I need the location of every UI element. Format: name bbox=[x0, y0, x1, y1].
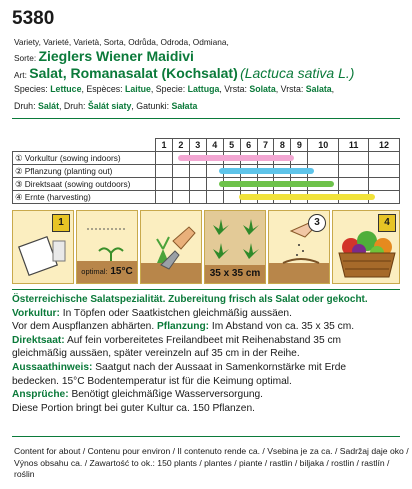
row-label bbox=[13, 191, 156, 204]
species-sep: , bbox=[331, 84, 335, 94]
species-fr: Laitue bbox=[125, 84, 151, 94]
species-row bbox=[14, 65, 354, 81]
druh-sk: Šalát siaty bbox=[87, 101, 132, 111]
calendar-row-direktsaat bbox=[13, 178, 400, 191]
calendar-row-pflanzung bbox=[13, 165, 400, 178]
month-3: 3 bbox=[189, 139, 206, 152]
row-label bbox=[13, 165, 156, 178]
species-sep: , Specie: bbox=[150, 84, 188, 94]
species-name: Salat, Romanasalat (Kochsalat) bbox=[29, 65, 238, 81]
month-6: 6 bbox=[240, 139, 257, 152]
row-desc: (sowing indoors) bbox=[59, 153, 121, 163]
row-number: ④ bbox=[15, 192, 23, 202]
divider bbox=[12, 436, 400, 437]
temperature-label bbox=[77, 266, 137, 277]
footer-line-2: Výnos obsahu ca. / Zawartość to ok.: 150 plants / plantes / piante / rastlin / biljaka / rostlin / rastlín / roślin bbox=[14, 457, 390, 479]
month-12: 12 bbox=[368, 139, 399, 152]
variety-languages: Variety, Varieté, Varietà, Sorta, Odrůda, Odroda, Odmiana, bbox=[14, 37, 229, 47]
month-1: 1 bbox=[156, 139, 173, 152]
month-9: 9 bbox=[291, 139, 308, 152]
calendar-header-row bbox=[13, 139, 400, 152]
species-hr: Salata bbox=[305, 84, 332, 94]
row-label bbox=[13, 152, 156, 165]
druh-sep: , Gatunki: bbox=[131, 101, 172, 111]
month-11: 11 bbox=[339, 139, 369, 152]
content-footer bbox=[14, 446, 412, 481]
pflanzung-line bbox=[12, 320, 400, 334]
month-2: 2 bbox=[172, 139, 189, 152]
species-sep: , Espèces: bbox=[81, 84, 126, 94]
footer-line-1: Content for about / Contenu pour environ / Il contenuto rende ca. / Vsebina je za ca. / Sadržaj daje oko / bbox=[14, 446, 409, 456]
divider bbox=[12, 118, 400, 119]
species-translations bbox=[14, 84, 334, 94]
temp-value: 15°C bbox=[110, 266, 133, 277]
divider bbox=[12, 289, 400, 290]
direktsaat-text: Auf fein vorbereitetes Freilandbeet mit Reihenabstand 35 cm bbox=[64, 334, 342, 346]
species-sep: , Vrsta: bbox=[219, 84, 250, 94]
temp-prefix: optimal: bbox=[81, 267, 108, 276]
druh-cs: Salát bbox=[37, 101, 59, 111]
species-sl: Solata bbox=[249, 84, 276, 94]
calendar-bar-direktsaat bbox=[219, 181, 335, 187]
direktsaat-heading: Direktsaat: bbox=[12, 334, 65, 346]
aussaat-line bbox=[12, 361, 400, 375]
spacing-label: 35 x 35 cm bbox=[209, 268, 261, 279]
row-number: ② bbox=[15, 166, 23, 176]
row-name: Pflanzung bbox=[24, 166, 62, 176]
month-10: 10 bbox=[308, 139, 339, 152]
hand-trowel-icon bbox=[141, 211, 202, 284]
druh-translations bbox=[14, 101, 197, 111]
portion-line: Diese Portion bringt bei guter Kultur ca. 150 Pflanzen. bbox=[12, 402, 255, 414]
aussaat-text: Saatgut nach der Aussaat in Samenkornstärke mit Erde bbox=[92, 361, 347, 373]
month-8: 8 bbox=[274, 139, 291, 152]
druh-sep: , Druh: bbox=[59, 101, 88, 111]
druh-prefix: Druh: bbox=[14, 101, 38, 111]
month-5: 5 bbox=[223, 139, 240, 152]
calendar-bar-vorkultur bbox=[178, 155, 294, 161]
latin-name: (Lactuca sativa L.) bbox=[240, 65, 355, 81]
panel-sowing-outdoors bbox=[268, 210, 330, 284]
row-desc: (planting out) bbox=[63, 166, 113, 176]
vorkultur-line bbox=[12, 307, 400, 321]
species-it: Lattuga bbox=[187, 84, 220, 94]
row-label bbox=[13, 178, 156, 191]
sorte-label: Sorte: bbox=[14, 53, 37, 63]
row-name: Ernte bbox=[24, 192, 45, 202]
panel-harvest bbox=[332, 210, 400, 284]
row-number: ① bbox=[15, 153, 23, 163]
direktsaat-line bbox=[12, 334, 400, 348]
panel-sowing-indoors bbox=[12, 210, 74, 284]
species-sep: , Vrsta: bbox=[275, 84, 306, 94]
month-7: 7 bbox=[257, 139, 274, 152]
ansprueche-line bbox=[12, 388, 400, 402]
vorkultur-heading: Vorkultur: bbox=[12, 307, 60, 319]
aussaat-line-2: bedecken. 15°C Bodentemperatur ist für die Keimung optimal. bbox=[12, 375, 292, 387]
aussaat-heading: Aussaathinweis: bbox=[12, 361, 93, 373]
row-desc: (harvesting) bbox=[46, 192, 91, 202]
instructions-text bbox=[12, 293, 400, 415]
panel-spacing bbox=[204, 210, 266, 284]
species-prefix: Species: bbox=[14, 84, 51, 94]
pflanzung-heading: Pflanzung: bbox=[157, 321, 210, 333]
species-en: Lettuce bbox=[50, 84, 82, 94]
variety-name: Zieglers Wiener Maidivi bbox=[38, 48, 194, 64]
vorkultur-text-2: Vor dem Auspflanzen abhärten. bbox=[12, 321, 157, 333]
pflanzung-text: Im Abstand von ca. 35 x 35 cm. bbox=[209, 321, 355, 333]
direktsaat-line-2: gleichmäßig aussäen, später vereinzeln auf 35 cm in der Reihe. bbox=[12, 348, 300, 360]
row-desc: (sowing outdoors) bbox=[64, 179, 131, 189]
calendar-bar-pflanzung bbox=[219, 168, 315, 174]
row-number: ③ bbox=[15, 179, 23, 189]
step-1-badge: 1 bbox=[52, 214, 70, 232]
step-4-badge: 4 bbox=[378, 214, 396, 232]
ansprueche-text: Benötigt gleichmäßige Wasserversorgung. bbox=[68, 389, 264, 401]
druh-pl: Sałata bbox=[171, 101, 198, 111]
product-code: 5380 bbox=[12, 8, 55, 29]
intro-line: Österreichische Salatspezialität. Zubereitung frisch als Salat oder gekocht. bbox=[12, 294, 368, 305]
panel-planting bbox=[140, 210, 202, 284]
panel-germination bbox=[76, 210, 138, 284]
row-name: Direktsaat bbox=[24, 179, 63, 189]
month-4: 4 bbox=[206, 139, 223, 152]
art-label: Art: bbox=[14, 70, 27, 80]
row-name: Vorkultur bbox=[24, 153, 58, 163]
ansprueche-heading: Ansprüche: bbox=[12, 389, 69, 401]
variety-row bbox=[14, 48, 194, 64]
vorkultur-text: In Töpfen oder Saatkistchen gleichmäßig aussäen. bbox=[59, 307, 292, 319]
calendar-bar-ernte bbox=[239, 194, 375, 200]
step-3-badge: 3 bbox=[308, 214, 326, 232]
calendar-corner bbox=[13, 139, 156, 152]
